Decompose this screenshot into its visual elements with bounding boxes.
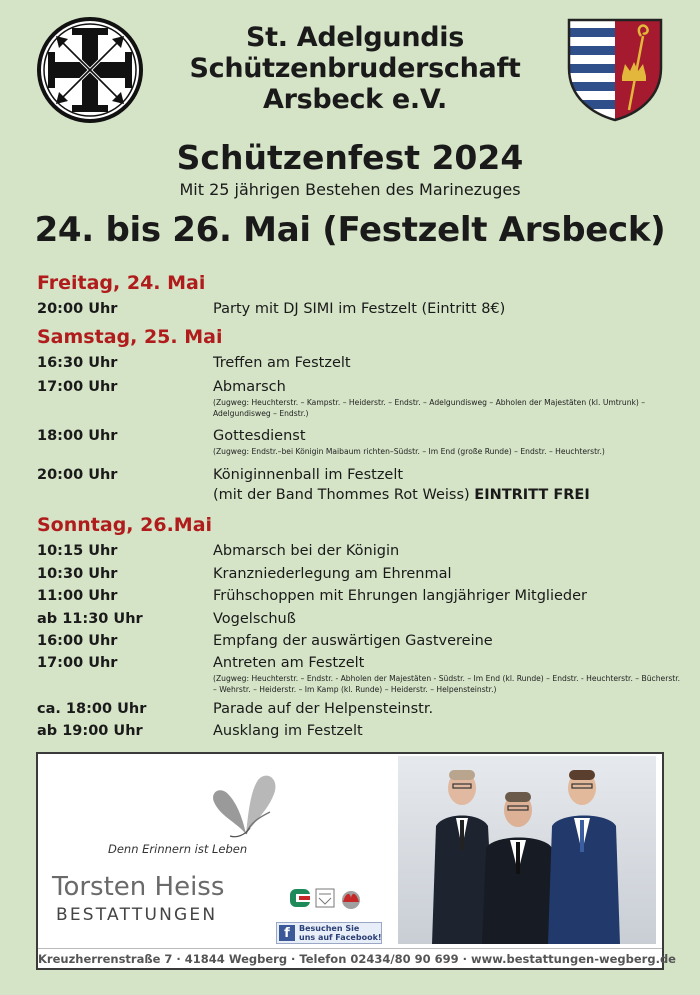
brotherhood-cross-logo <box>36 16 144 124</box>
organization-name <box>170 22 540 115</box>
event-time: 11:00 Uhr <box>37 588 118 604</box>
event-time: 18:00 Uhr <box>37 428 118 444</box>
facebook-text-line-2: uns auf Facebook! <box>299 933 382 942</box>
facebook-text-line-1: Besuchen Sie <box>299 924 360 933</box>
event-text: Party mit DJ SIMI im Festzelt (Eintritt 8€) <box>213 301 506 317</box>
event-text-block <box>213 377 683 419</box>
facebook-link[interactable] <box>276 922 382 944</box>
route-note: (Zugweg: Heuchterstr. – Endstr. - Abholen der Majestäten - Südstr. – Im End (kl. Runde) – Endstr. - Heuchterstr. – Bücherstr. – Wehrstr. – Heiderstr. – Im Kamp (kl. Runde) – Heiderstr. – Helpensteinstr.) <box>213 674 681 694</box>
event-text: Treffen am Festzelt <box>213 355 351 371</box>
day-heading-sunday: Sonntag, 26.Mai <box>37 514 213 536</box>
day-heading-friday: Freitag, 24. Mai <box>37 272 206 294</box>
event-time: 10:15 Uhr <box>37 543 118 559</box>
company-name: Torsten Heiss <box>52 872 225 902</box>
festival-subtitle: Mit 25 jährigen Bestehen des Marinezuges <box>179 180 521 199</box>
org-line-3: Arsbeck e.V. <box>263 84 447 115</box>
event-time: ca. 18:00 Uhr <box>37 701 147 717</box>
event-text: Kranzniederlegung am Ehrenmal <box>213 566 452 582</box>
event-text: Empfang der auswärtigen Gastvereine <box>213 633 493 649</box>
event-time: 17:00 Uhr <box>37 379 118 395</box>
event-text: Frühschoppen mit Ehrungen langjähriger Mitglieder <box>213 588 587 604</box>
org-line-1: St. Adelgundis <box>245 22 465 53</box>
event-text: Ausklang im Festzelt <box>213 723 363 739</box>
event-time: 17:00 Uhr <box>37 655 118 671</box>
ad-slogan: Denn Erinnern ist Leben <box>108 842 248 856</box>
route-note: (Zugweg: Heuchterstr. – Kampstr. – Heiderstr. – Endstr. – Adelgundisweg – Abholen der Majestäten (kl. Umtrunk) – Adelgundisweg – Endstr.) <box>213 398 646 418</box>
event-text: Abmarsch bei der Königin <box>213 543 400 559</box>
event-text: Gottesdienst <box>213 428 306 444</box>
event-time: ab 19:00 Uhr <box>37 723 143 739</box>
band-info: (mit der Band Thommes Rot Weiss) <box>213 487 470 503</box>
event-time: 20:00 Uhr <box>37 467 118 483</box>
facebook-icon: f <box>279 925 295 941</box>
event-text: Abmarsch <box>213 379 286 395</box>
festival-title: Schützenfest 2024 <box>176 138 524 177</box>
event-time: 16:00 Uhr <box>37 633 118 649</box>
free-entry-label: EINTRITT FREI <box>474 487 590 503</box>
event-text: Parade auf der Helpensteinstr. <box>213 701 434 717</box>
event-text-block <box>213 426 683 457</box>
event-text: Antreten am Festzelt <box>213 655 365 671</box>
staff-photo <box>398 756 656 944</box>
org-line-2: Schützenbruderschaft <box>189 53 521 84</box>
festival-dates: 24. bis 26. Mai (Festzelt Arsbeck) <box>34 210 666 250</box>
facebook-text <box>299 924 382 942</box>
association-badges-icon <box>288 886 368 910</box>
butterfly-logo-icon <box>206 772 284 842</box>
coat-of-arms-logo <box>567 18 663 122</box>
event-text: Königinnenball im Festzelt <box>213 467 404 483</box>
contact-footer: Kreuzherrenstraße 7 · 41844 Wegberg · Telefon 02434/80 90 699 · www.bestattungen-wegberg.de <box>38 948 662 969</box>
funeral-home-advertisement <box>36 752 676 970</box>
event-text-line-2 <box>213 485 683 505</box>
event-time: 20:00 Uhr <box>37 301 118 317</box>
day-heading-saturday: Samstag, 25. Mai <box>37 326 223 348</box>
event-time: ab 11:30 Uhr <box>37 611 143 627</box>
route-note: (Zugweg: Endstr.–bei Königin Maibaum richten–Südstr. – Im End (große Runde) – Endstr. – Heuchterstr.) <box>213 447 605 456</box>
event-text-block <box>213 653 683 695</box>
event-time: 16:30 Uhr <box>37 355 118 371</box>
event-time: 10:30 Uhr <box>37 566 118 582</box>
company-subtitle: BESTATTUNGEN <box>56 905 218 925</box>
event-text-block <box>213 465 683 505</box>
event-text: Vogelschuß <box>213 611 296 627</box>
